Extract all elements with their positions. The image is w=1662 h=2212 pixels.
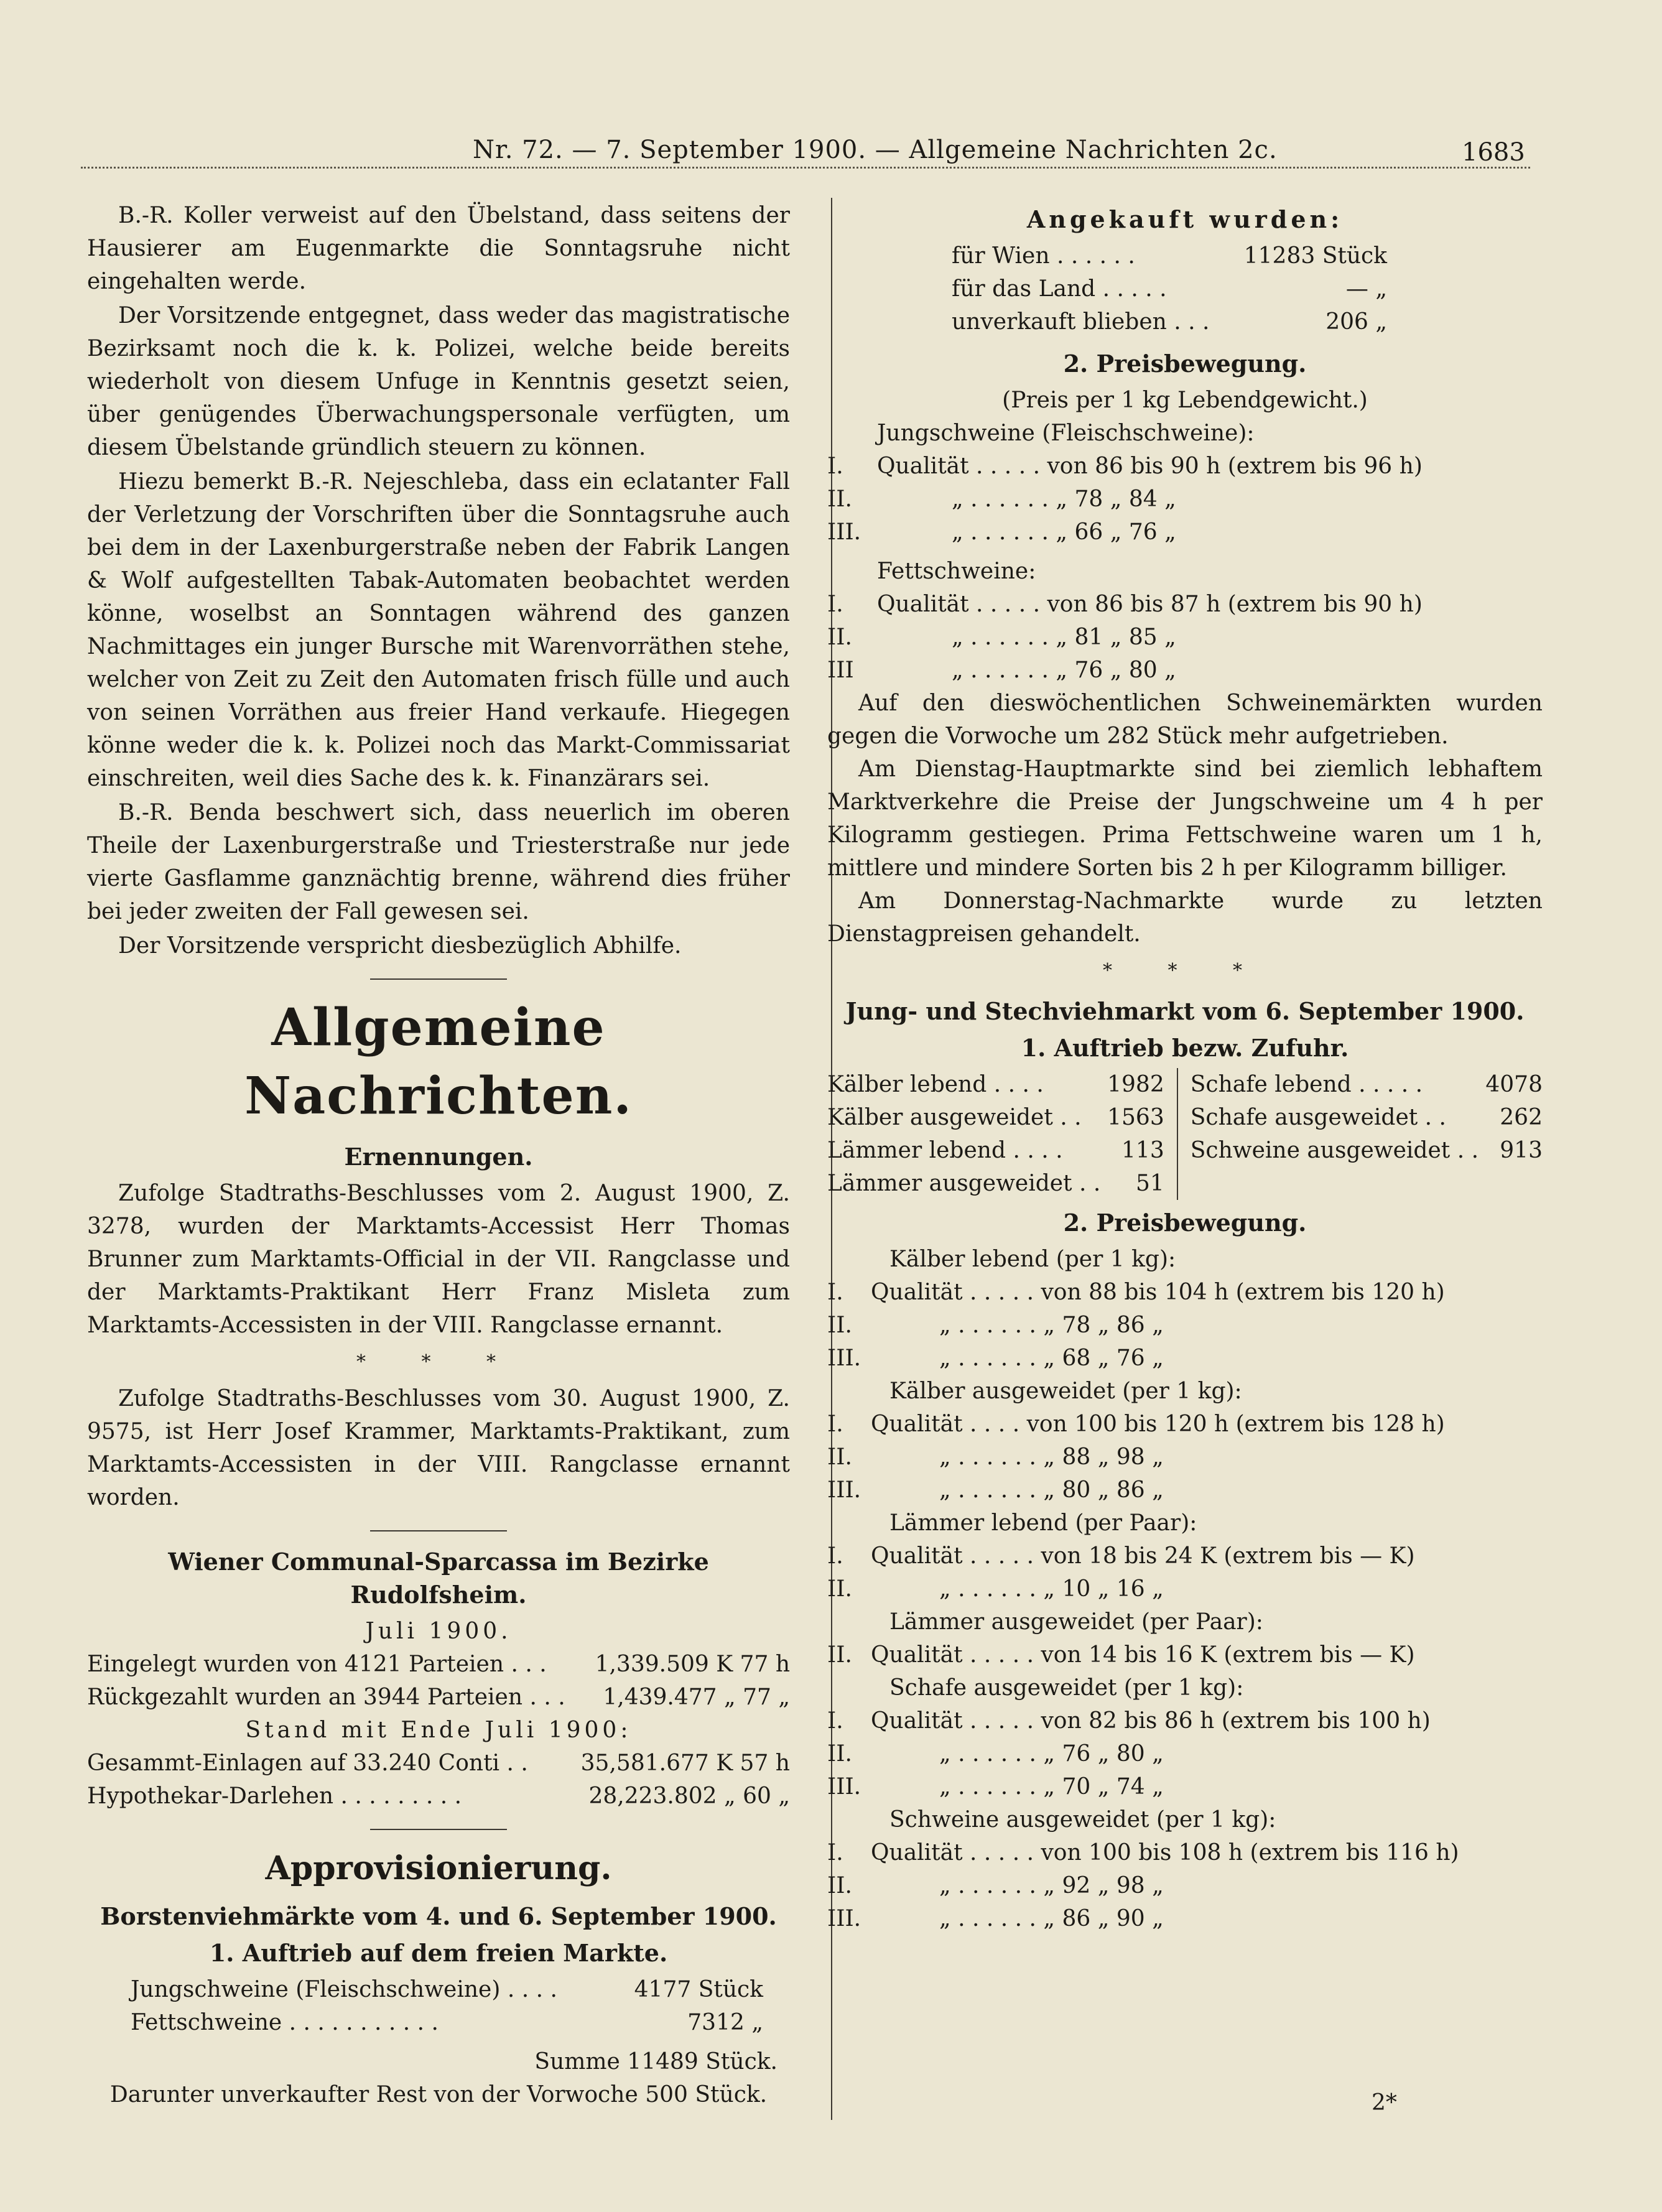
quality-label: II. (827, 486, 852, 512)
empty-cell (1177, 1167, 1485, 1200)
table-row (827, 588, 1423, 621)
group-heading: Lämmer ausgeweidet (per Paar): (889, 1609, 1263, 1635)
price-text: Qualität . . . . von 100 bis 120 h (extrem bis 128 h) (871, 1411, 1445, 1437)
row-value: 7312 „ (687, 2010, 763, 2035)
header-rule (81, 167, 1530, 169)
row-label: Kälber lebend . . . . (827, 1072, 1044, 1097)
sparcassa-table (87, 1648, 790, 1714)
quality-label: II. (827, 1642, 852, 1668)
signature-mark: 2* (1372, 2090, 1397, 2116)
table-row (827, 1068, 1543, 1101)
price-text: „ . . . . . . „ 81 „ 85 „ (952, 625, 1176, 650)
table-row (827, 516, 1423, 549)
quality-label: III (827, 658, 854, 683)
table-row (87, 1648, 790, 1681)
auftrieb-title: 1. Auftrieb auf dem freien Markte. (209, 1939, 668, 1967)
quality-label: I. (827, 592, 843, 617)
paragraph-vorsitzende: Der Vorsitzende entgegnet, dass weder das magistratische Bezirksamt noch die k. k. Polizei, welche beide bereits wiederholt von diesem Unfuge in Kenntnis gesetzt seien, über genügendes Überwachungspersonale verfügten, um diesem Übelstande gründlich steuern zu können. (87, 303, 790, 460)
price-text: „ . . . . . . „ 80 „ 86 „ (939, 1477, 1164, 1503)
price-group-table (827, 1408, 1445, 1507)
angekauft-table (952, 239, 1387, 338)
table-row (87, 1681, 790, 1714)
jung-stech-title: Jung- und Stechviehmarkt vom 6. September 1900. (845, 997, 1525, 1025)
price-group-table (827, 1540, 1415, 1606)
group-heading: Schweine ausgeweidet (per 1 kg): (889, 1807, 1276, 1833)
quality-label: III. (827, 1906, 861, 1931)
table-row (827, 1408, 1445, 1441)
quality-label: II. (827, 1741, 852, 1767)
row-value: 206 „ (1325, 309, 1387, 335)
price-group-table (827, 1276, 1445, 1375)
row-label: Hypothekar-Darlehen . . . . . . . . . (87, 1783, 462, 1809)
price-group-table (827, 1638, 1415, 1671)
paragraph-donnerstag: Am Donnerstag-Nachmarkte wurde zu letzten Dienstagpreisen gehandelt. (827, 888, 1543, 947)
quality-label: II. (827, 1873, 852, 1898)
table-row (827, 450, 1423, 483)
quality-label: I. (827, 1543, 843, 1569)
quality-label: II. (827, 1444, 852, 1470)
quality-label: I. (827, 1280, 843, 1305)
stand-table (87, 1747, 790, 1813)
table-row (827, 1770, 1431, 1803)
paragraph-koller: B.-R. Koller verweist auf den Übelstand, dass seitens der Hausierer am Eugenmarkte die Sonntagsruhe nicht eingehalten werde. (87, 203, 790, 294)
paragraph-abhilfe: Der Vorsitzende verspricht diesbezüglich Abhilfe. (118, 933, 682, 959)
ernennung-paragraph-1: Zufolge Stadtraths-Beschlusses vom 2. August 1900, Z. 3278, wurden der Marktamts-Accessist Herr Thomas Brunner zum Marktamts-Official in der VII. Rangclasse und der Marktamts-Praktikant Herr Franz Misleta zum Marktamts-Accessisten in der VIII. Rangclasse ernannt. (87, 1181, 790, 1338)
price-text: „ . . . . . . „ 88 „ 98 „ (939, 1444, 1164, 1470)
price-text: „ . . . . . . „ 78 „ 86 „ (939, 1313, 1164, 1338)
price-text: „ . . . . . . „ 76 „ 80 „ (952, 658, 1176, 683)
quality-label: III. (827, 1774, 861, 1800)
row-value: 113 (1121, 1138, 1164, 1163)
left-column (87, 199, 790, 2111)
quality-label: I. (827, 1411, 843, 1437)
row-value: 51 (1135, 1171, 1164, 1196)
row-label: Fettschweine . . . . . . . . . . . (131, 2010, 439, 2035)
table-row (827, 1309, 1445, 1342)
paragraph-benda: B.-R. Benda beschwert sich, dass neuerlich im oberen Theile der Laxenburgerstraße und Triesterstraße nur jede vierte Gasflamme ganznächtig brenne, während dies früher bei jeder zweiten der Fall gewesen sei. (87, 800, 790, 924)
price-text: „ . . . . . . „ 10 „ 16 „ (939, 1576, 1164, 1602)
price-text: Qualität . . . . . von 14 bis 16 K (extrem bis — K) (871, 1642, 1415, 1668)
quality-label: II. (827, 625, 852, 650)
price-text: Qualität . . . . . von 100 bis 108 h (extrem bis 116 h) (871, 1840, 1459, 1866)
auftrieb-zufuhr-table (827, 1068, 1543, 1200)
table-row (827, 1902, 1459, 1935)
group-heading: Lämmer lebend (per Paar): (889, 1510, 1197, 1536)
summe-line: Summe 11489 Stück. (534, 2049, 778, 2075)
quality-label: I. (827, 453, 843, 479)
table-row (827, 654, 1423, 687)
table-row (827, 1836, 1459, 1869)
table-row (87, 1747, 790, 1780)
table-row (827, 1573, 1415, 1606)
row-label: unverkauft blieben . . . (952, 309, 1210, 335)
row-value: 28,223.802 „ 60 „ (588, 1783, 790, 1809)
page-number: 1683 (1462, 138, 1525, 167)
row-label: Schweine ausgeweidet . . (1177, 1134, 1485, 1167)
table-row (827, 1540, 1415, 1573)
table-row (827, 1167, 1543, 1200)
ernennung-paragraph-2: Zufolge Stadtraths-Beschlusses vom 30. August 1900, Z. 9575, ist Herr Josef Krammer, Marktamts-Praktikant, zum Marktamts-Accessisten in der VIII. Rangclasse ernannt worden. (87, 1386, 790, 1510)
price-group-table (827, 1704, 1431, 1803)
page-header: Nr. 72. — 7. September 1900. — Allgemeine Nachrichten 2c. (473, 136, 1278, 164)
row-value: 1,439.477 „ 77 „ (603, 1685, 790, 1710)
preis-subtitle: (Preis per 1 kg Lebendgewicht.) (1002, 388, 1368, 413)
table-row (827, 1134, 1543, 1167)
fettschweine-heading: Fettschweine: (877, 559, 1036, 584)
paragraph-dienstag: Am Dienstag-Hauptmarkte sind bei ziemlich lebhaftem Marktverkehre die Preise der Jungschweine um 4 h per Kilogramm gestiegen. Prima Fettschweine waren um 1 h, mittlere und mindere Sorten bis 2 h per Kilogramm billiger. (827, 756, 1543, 881)
auftrieb-zufuhr-title: 1. Auftrieb bezw. Zufuhr. (1021, 1034, 1349, 1062)
table-row (131, 1973, 763, 2006)
main-title: Allgemeine Nachrichten. (244, 998, 633, 1126)
quality-label: I. (827, 1840, 843, 1866)
quality-label: III. (827, 1477, 861, 1503)
price-text: Qualität . . . . . von 82 bis 86 h (extrem bis 100 h) (871, 1708, 1431, 1734)
ernennungen-title: Ernennungen. (344, 1143, 533, 1171)
angekauft-title: Angekauft wurden: (1026, 205, 1344, 233)
approvisionierung-title: Approvisionierung. (265, 1849, 612, 1887)
table-row (827, 1342, 1445, 1375)
row-label: für das Land . . . . . (952, 276, 1167, 302)
price-text: „ . . . . . . „ 92 „ 98 „ (939, 1873, 1164, 1898)
separator-stars: * * * (356, 1351, 521, 1373)
right-column (827, 199, 1543, 1935)
table-row (827, 1101, 1543, 1134)
table-row (952, 305, 1387, 338)
row-label: Schafe lebend . . . . . (1177, 1068, 1485, 1101)
paragraph-nejeschleba: Hiezu bemerkt B.-R. Nejeschleba, dass ein eclatanter Fall der Verletzung der Vorschriften über die Sonntagsruhe auch bei dem in der Laxenburgerstraße neben der Fabrik Langen & Wolf aufgestellten Tabak-Automaten beobachtet werden könne, woselbst an Sonntagen während des ganzen Nachmittages ein junger Bursche mit Warenvorräthen stehe, welcher von Zeit zu Zeit den Automaten frisch fülle und auch von seinen Vorräthen aus freier Hand verkaufe. Hiegegen könne weder die k. k. Polizei noch das Markt-Commissariat einschreiten, weil dies Sache des k. k. Finanzärars sei. (87, 469, 790, 791)
price-text: „ . . . . . . „ 76 „ 80 „ (939, 1741, 1164, 1767)
jungschweine-heading: Jungschweine (Fleischschweine): (877, 421, 1255, 446)
empty-cell (1485, 1167, 1543, 1200)
table-row (131, 2006, 763, 2039)
price-text: Qualität . . . . . von 86 bis 87 h (extrem bis 90 h) (877, 592, 1423, 617)
section-rule (370, 1530, 507, 1531)
price-text: Qualität . . . . . von 18 bis 24 K (extrem bis — K) (871, 1543, 1415, 1569)
sparcassa-title: Wiener Communal-Sparcassa im Bezirke Rudolfsheim. (168, 1548, 709, 1609)
table-row (952, 272, 1387, 305)
row-value: 913 (1500, 1138, 1543, 1163)
table-row (827, 1638, 1415, 1671)
jungschweine-table (827, 450, 1423, 549)
quality-label: II. (827, 1576, 852, 1602)
price-text: Qualität . . . . . von 86 bis 90 h (extrem bis 96 h) (877, 453, 1423, 479)
juli-heading: Juli 1900. (365, 1619, 512, 1644)
price-text: „ . . . . . . „ 68 „ 76 „ (939, 1345, 1164, 1371)
row-value: — „ (1345, 276, 1387, 302)
group-heading: Kälber lebend (per 1 kg): (889, 1247, 1176, 1272)
fettschweine-table (827, 588, 1423, 687)
row-label: für Wien . . . . . . (952, 243, 1135, 269)
quality-label: II. (827, 1313, 852, 1338)
row-label: Schafe ausgeweidet . . (1177, 1101, 1485, 1134)
group-heading: Kälber ausgeweidet (per 1 kg): (889, 1378, 1242, 1404)
section-rule (370, 1829, 507, 1830)
row-value: 4177 Stück (634, 1977, 763, 2002)
section-rule (370, 978, 507, 980)
table-row (827, 1441, 1445, 1474)
row-value: 1982 (1107, 1072, 1164, 1097)
row-value: 1563 (1107, 1105, 1164, 1130)
table-row (87, 1780, 790, 1813)
row-label: Gesammt-Einlagen auf 33.240 Conti . . (87, 1750, 528, 1776)
preisbewegung-title: 2. Preisbewegung. (1063, 350, 1307, 378)
price-text: „ . . . . . . „ 86 „ 90 „ (939, 1906, 1164, 1931)
table-row (827, 621, 1423, 654)
price-text: „ . . . . . . „ 70 „ 74 „ (939, 1774, 1164, 1800)
darunter-line: Darunter unverkaufter Rest von der Vorwoche 500 Stück. (109, 2082, 768, 2107)
stand-heading: Stand mit Ende Juli 1900: (245, 1717, 632, 1743)
quality-label: I. (827, 1708, 843, 1734)
row-label: Eingelegt wurden von 4121 Parteien . . . (87, 1652, 547, 1677)
table-row (827, 1276, 1445, 1309)
table-row (827, 1704, 1431, 1737)
separator-stars: * * * (1102, 960, 1268, 982)
group-heading: Schafe ausgeweidet (per 1 kg): (889, 1675, 1244, 1701)
table-row (827, 1737, 1431, 1770)
preisbewegung-2-title: 2. Preisbewegung. (1063, 1209, 1307, 1237)
table-row (827, 1869, 1459, 1902)
row-value: 262 (1500, 1105, 1543, 1130)
auftrieb-table (131, 1973, 763, 2039)
table-row (952, 239, 1387, 272)
row-label: Kälber ausgeweidet . . (827, 1105, 1082, 1130)
price-text: Qualität . . . . . von 88 bis 104 h (extrem bis 120 h) (871, 1280, 1445, 1305)
row-label: Lämmer lebend . . . . (827, 1138, 1063, 1163)
quality-label: III. (827, 519, 861, 545)
row-label: Jungschweine (Fleischschweine) . . . . (131, 1977, 557, 2002)
row-value: 35,581.677 K 57 h (580, 1750, 790, 1776)
paragraph-vorwoche: Auf den dieswöchentlichen Schweinemärkten wurden gegen die Vorwoche um 282 Stück mehr aufgetrieben. (827, 690, 1543, 749)
row-value: 11283 Stück (1243, 243, 1387, 269)
price-text: „ . . . . . . „ 66 „ 76 „ (952, 519, 1176, 545)
table-row (827, 483, 1423, 516)
price-group-table (827, 1836, 1459, 1935)
quality-label: III. (827, 1345, 861, 1371)
borsten-title: Borstenviehmärkte vom 4. und 6. September 1900. (100, 1902, 777, 1930)
row-label: Lämmer ausgeweidet . . (827, 1171, 1101, 1196)
price-text: „ . . . . . . „ 78 „ 84 „ (952, 486, 1176, 512)
row-label: Rückgezahlt wurden an 3944 Parteien . . . (87, 1685, 565, 1710)
table-row (827, 1474, 1445, 1507)
row-value: 1,339.509 K 77 h (595, 1652, 790, 1677)
row-value: 4078 (1485, 1072, 1543, 1097)
